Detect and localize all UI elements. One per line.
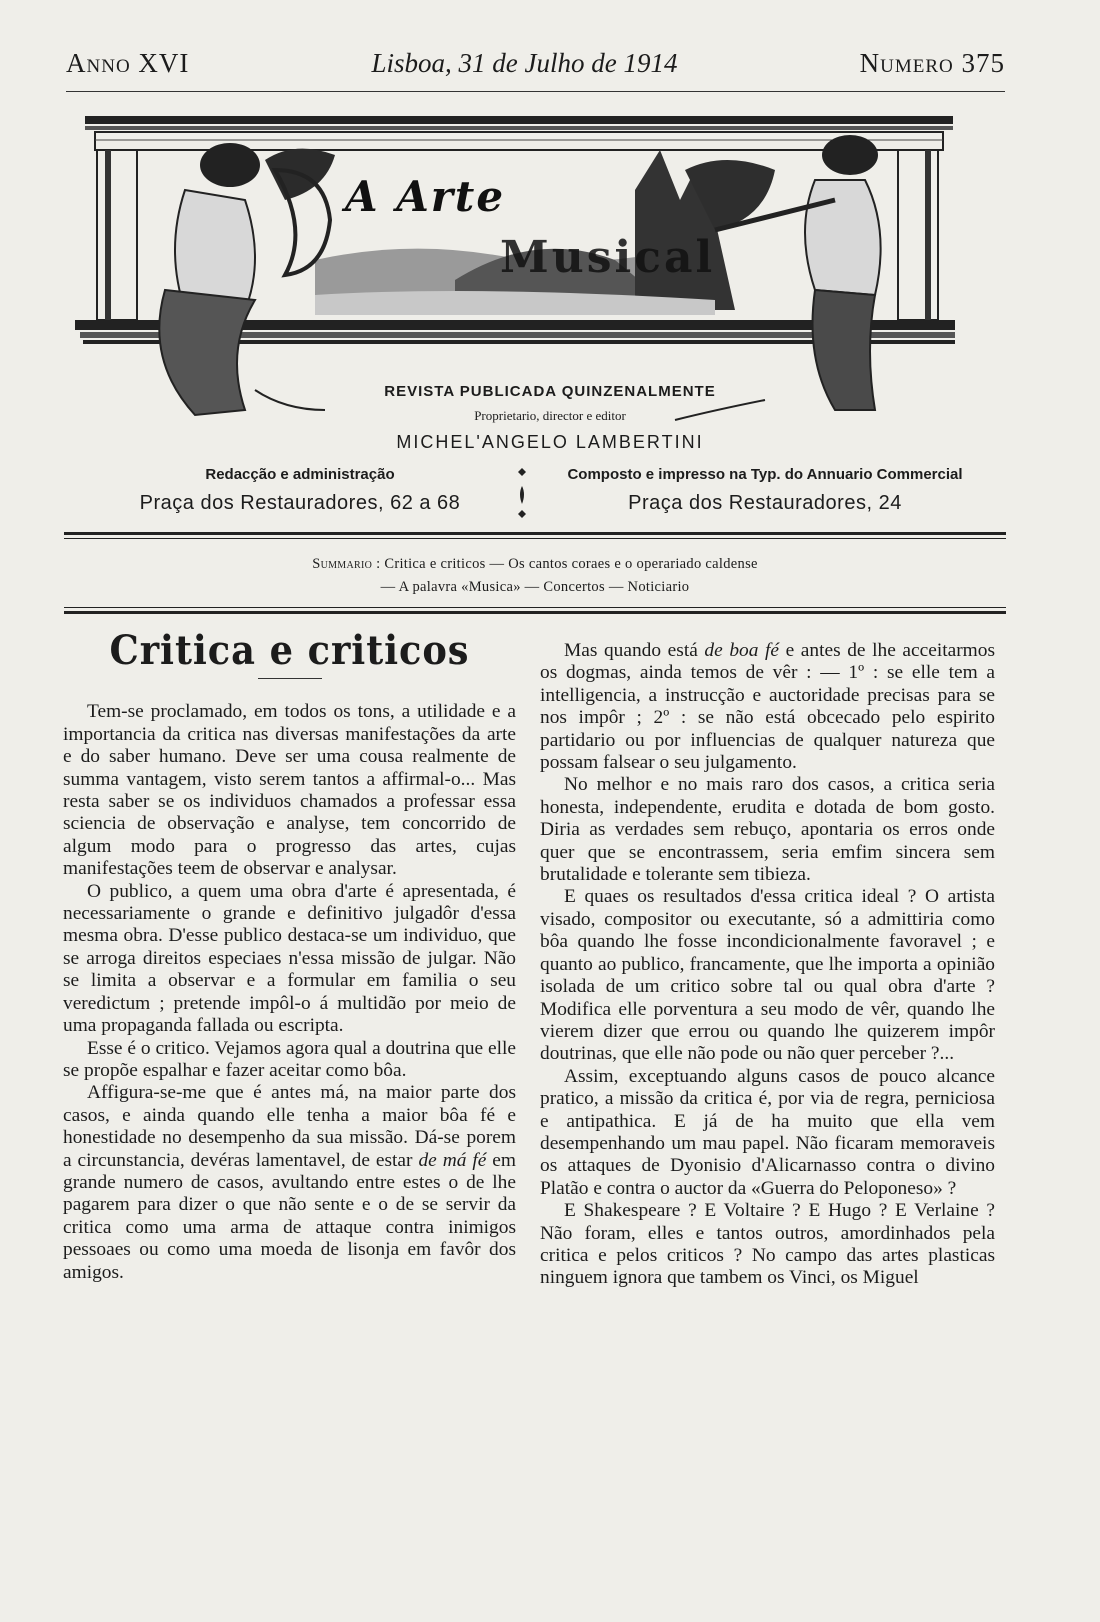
rule-lower-thin bbox=[64, 607, 1006, 608]
proprietor-name: MICHEL'ANGELO LAMBERTINI bbox=[396, 432, 704, 452]
masthead-title-musical: Musical bbox=[500, 232, 716, 283]
rule-lower-thick bbox=[64, 611, 1006, 614]
paragraph-text: Affigura-se-me que é antes má, na maior parte dos casos, e ainda quando elle tenha a maior bôa fé e honestidade no desempenho da sua missão. Dá-se porem a circunstancia, devéras lamentavel, de estar bbox=[63, 1082, 516, 1171]
title-rule bbox=[258, 678, 322, 679]
paragraph-text: em grande numero de casos, avultando entre estes o de lhe pagarem para dizer o que não sente e o de se servir da critica como uma arma de attaque contra inimigos pessoaes ou como uma moeda de lisonja em favôr dos amigos. bbox=[63, 1149, 516, 1283]
administration-address: Praça dos Restauradores, 62 a 68 bbox=[139, 492, 461, 514]
rule-upper-thin bbox=[64, 538, 1006, 539]
issue-number: Numero 375 bbox=[859, 48, 1005, 78]
proprietor-label: Proprietario, director e editor bbox=[474, 408, 626, 423]
paragraph-emphasis: de má fé bbox=[418, 1149, 487, 1171]
paragraph: Assim, exceptuando alguns casos de pouco alcance pratico, a missão da critica é, por via de regra, perniciosa e antipathica. E já de ha muito que ella vem desempenhando um mau papel. Não ficaram memoraveis os attaques de Dyonisio d'Alicarnasso contra o divino Platão e contra o auctor da «Guerra do Peloponeso» ? bbox=[540, 1065, 995, 1199]
paragraph: E Shakespeare ? E Voltaire ? E Hugo ? E Verlaine ? Não foram, elles e tantos outros, amordinhados pela critica e pelos criticos ? No campo das artes plasticas ninguem ignora que tambem os Vinci, os Miguel bbox=[540, 1200, 995, 1289]
paragraph: O publico, a quem uma obra d'arte é apresentada, é necessariamente o grande e definitivo julgadôr d'essa mesma obra. D'esse publico destaca-se um individuo, que se arroga direitos especiaes n'essa missão de julgar. Não se limita a observar e a formular em familia o seu veredictum ; pretende impôl-o á multidão por meio de uma propaganda fallada ou escripta. bbox=[63, 880, 516, 1037]
paragraph-text: Mas quando está bbox=[564, 640, 705, 661]
rule-upper-thick bbox=[64, 532, 1006, 535]
header-rule bbox=[66, 91, 1005, 92]
printer-block bbox=[535, 466, 995, 515]
paragraph: E quaes os resultados d'essa critica ideal ? O artista visado, compositor ou executante, só a admittiria como bôa quando lhe fosse incondicionalmente favoravel ; e quanto ao publico, francamente, que lhe importa a opinião isolada de um critico sobre tal ou qual obra d'arte ? Modifica elle porventura a seu modo de vêr, quando lhe vierem dizer que errou ou quando lhe quizerem impôr doutrinas, que elle não pode ou não quer perceber ?... bbox=[540, 886, 995, 1065]
summary-line-2: — A palavra «Musica» — Concertos — Noticiario bbox=[380, 579, 690, 595]
issue-date: Lisboa, 31 de Julho de 1914 bbox=[371, 48, 678, 78]
administration-block bbox=[100, 466, 500, 515]
issue-header bbox=[66, 48, 1005, 88]
paragraph-emphasis: de boa fé bbox=[704, 640, 779, 661]
summary-line-1: : Critica e criticos — Os cantos coraes e o operariado caldense bbox=[376, 556, 758, 572]
issue-year: Anno XVI bbox=[66, 48, 190, 78]
paragraph: No melhor e no mais raro dos casos, a critica seria honesta, independente, erudita e dotada de bom gosto. Diria as verdades sem rebuço, apontaria os erros onde quer que se encontrassem, seria emfim sincera sem brutalidade e tolerante sem tibieza. bbox=[540, 774, 995, 886]
administration-title: Redacção e administração bbox=[205, 466, 395, 483]
paragraph: Esse é o critico. Vejamos agora qual a doutrina que elle se propõe espalhar e fazer aceitar como bôa. bbox=[63, 1037, 516, 1081]
paragraph bbox=[540, 640, 995, 774]
paragraph-text: e antes de lhe acceitarmos os dogmas, ainda temos de vêr : — 1º : se elle tem a intelligencia, a instrucção e auctoridade precisas para se nos impôr ; 2º : se não está obcecado pelo espirito partidario ou por influencias de qualquer natureza que possam falsear o seu julgamento. bbox=[540, 640, 996, 774]
paragraph: Tem-se proclamado, em todos os tons, a utilidade e a importancia da critica nas diversas manifestações da arte e do saber humano. Deve ser uma cousa realmente de summa vantagem, visto serem tantos a affirmal-o... Mas resta saber se os individuos chamados a professar essa sciencia de observação e analyse, tem concorrido de algum modo para o progresso das artes, cujas manifestações teem de observar e analysar. bbox=[63, 701, 516, 880]
article-column-right bbox=[540, 640, 995, 1290]
printer-title: Composto e impresso na Typ. do Annuario Commercial bbox=[567, 466, 963, 483]
printer-address: Praça dos Restauradores, 24 bbox=[628, 492, 902, 514]
summary-block bbox=[120, 553, 950, 599]
article-title: Critica e criticos bbox=[109, 627, 470, 674]
masthead-title-a-arte: A Arte bbox=[345, 172, 506, 221]
article-column-left bbox=[63, 627, 516, 1284]
ornament-divider-icon bbox=[515, 466, 529, 522]
masthead-subtitle: REVISTA PUBLICADA QUINZENALMENTE bbox=[384, 383, 716, 400]
summary-label: Summario bbox=[312, 556, 373, 572]
paragraph bbox=[63, 1082, 516, 1284]
